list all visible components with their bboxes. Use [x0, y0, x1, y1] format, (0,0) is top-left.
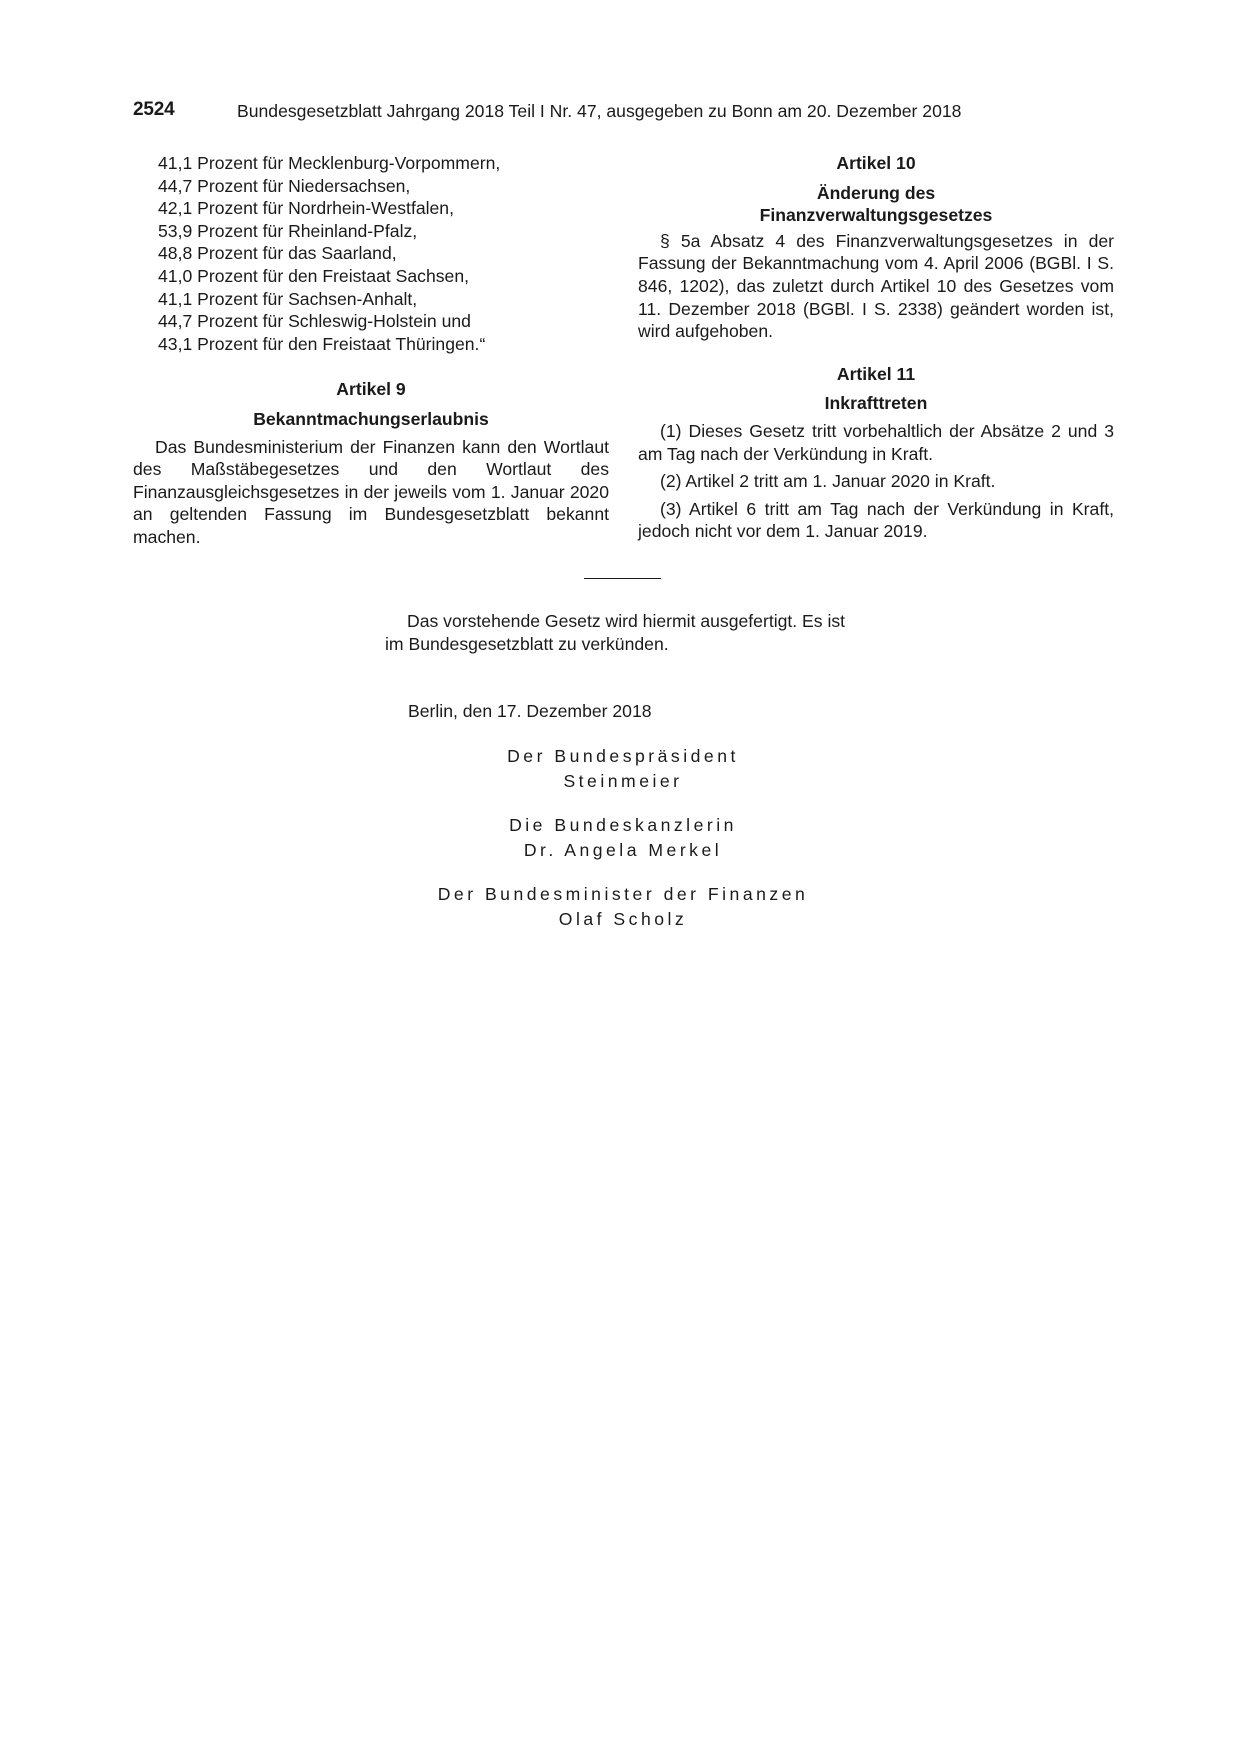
signatory-name: Steinmeier	[563, 771, 683, 791]
right-column	[638, 152, 1114, 543]
page-number: 2524	[133, 99, 175, 120]
article-11-heading: Inkrafttreten	[824, 393, 928, 414]
list-item: 41,1 Prozent für Sachsen-Anhalt,	[158, 288, 418, 309]
article-11-para-2: (2) Artikel 2 tritt am 1. Januar 2020 in Kraft.	[660, 471, 996, 492]
list-item: 44,7 Prozent für Schleswig-Holstein und	[158, 311, 471, 332]
list-item: 41,0 Prozent für den Freistaat Sachsen,	[158, 265, 470, 286]
article-10-heading-line2: Finanzverwaltungsgesetzes	[759, 205, 993, 226]
article-10-heading-line1: Änderung des	[816, 182, 936, 203]
article-10-title: Artikel 10	[836, 153, 916, 173]
closing-text: Das vorstehende Gesetz wird hiermit ausgefertigt. Es ist im Bundesgesetzblatt zu verkünden.	[385, 611, 846, 654]
list-item: 43,1 Prozent für den Freistaat Thüringen.“	[158, 333, 486, 354]
article-10-text: § 5a Absatz 4 des Finanzverwaltungsgesetzes in der Fassung der Bekanntmachung vom 4. April 2006 (BGBl. I S. 846, 1202), das zuletzt durch Artikel 10 des Gesetzes vom 11. Dezember 2018 (BGBl. I S. 2338) geändert worden ist, wird aufgehoben.	[638, 230, 1114, 342]
signatory-office: Die Bundeskanzlerin	[509, 815, 737, 835]
signatory-name: Dr. Angela Merkel	[523, 840, 723, 860]
running-head: Bundesgesetzblatt Jahrgang 2018 Teil I Nr. 47, ausgegeben zu Bonn am 20. Dezember 2018	[237, 101, 962, 121]
signatory-office: Der Bundespräsident	[507, 746, 739, 766]
left-column	[133, 152, 609, 549]
list-item: 44,7 Prozent für Niedersachsen,	[158, 175, 411, 196]
list-item: 48,8 Prozent für das Saarland,	[158, 243, 397, 264]
list-item: 42,1 Prozent für Nordrhein-Westfalen,	[158, 198, 454, 219]
separator-rule	[584, 578, 661, 579]
signatory-office: Der Bundesminister der Finanzen	[437, 884, 809, 904]
signature-block-chancellor	[385, 813, 861, 863]
article-9-title: Artikel 9	[336, 379, 406, 400]
percentage-list	[133, 152, 609, 355]
signature-block-finance-minister	[385, 882, 861, 932]
signature-block-president	[385, 744, 861, 794]
article-11-para-3: (3) Artikel 6 tritt am Tag nach der Verkündung in Kraft, jedoch nicht vor dem 1. Januar 2019.	[638, 498, 1114, 542]
article-11-para-1: (1) Dieses Gesetz tritt vorbehaltlich der Absätze 2 und 3 am Tag nach der Verkündung in Kraft.	[638, 420, 1114, 464]
article-10-heading	[638, 182, 1114, 227]
closing-formula	[385, 610, 861, 656]
list-item: 53,9 Prozent für Rheinland-Pfalz,	[158, 220, 418, 241]
article-11-title: Artikel 11	[836, 363, 916, 384]
place-date: Berlin, den 17. Dezember 2018	[408, 701, 652, 721]
signatory-name: Olaf Scholz	[558, 909, 688, 929]
list-item: 41,1 Prozent für Mecklenburg-Vorpommern,	[158, 153, 501, 173]
article-9-text: Das Bundesministerium der Finanzen kann den Wortlaut des Maßstäbegesetzes und den Wortlaut des Finanzausgleichsgesetzes in der jeweils vom 1. Januar 2020 an geltenden Fassung im Bundesgesetzblatt bekannt machen.	[133, 436, 609, 547]
article-9-heading: Bekanntmachungserlaubnis	[253, 408, 489, 429]
